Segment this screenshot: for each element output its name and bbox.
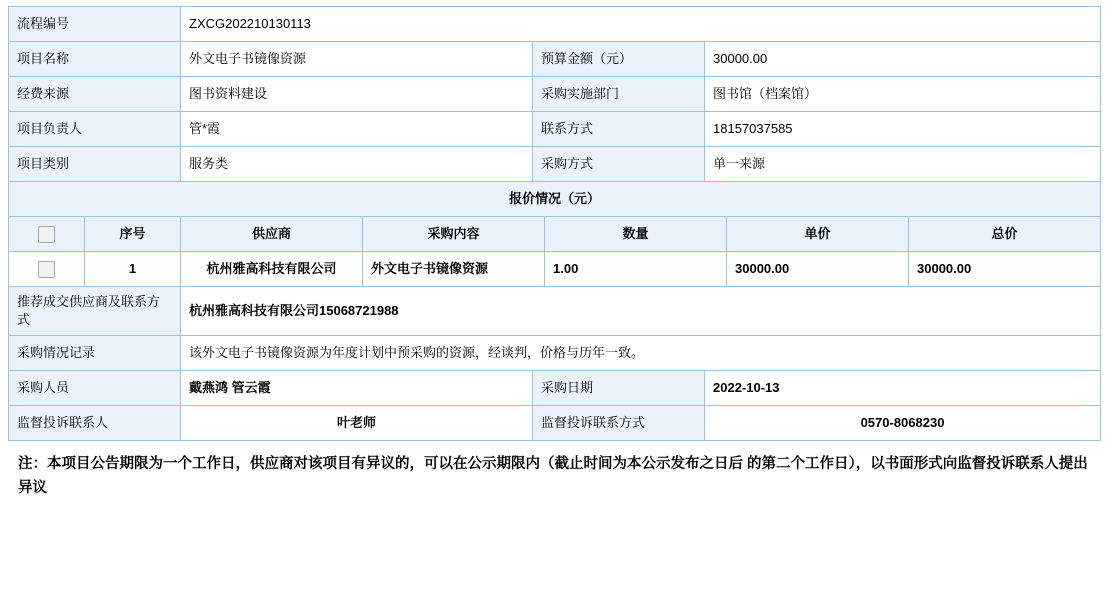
field-label-budget: 预算金额（元） (533, 42, 705, 77)
table-row (9, 406, 1101, 441)
table-row (9, 287, 1101, 336)
field-label-purchase-method: 采购方式 (533, 147, 705, 182)
field-value-project-name: 外文电子书镜像资源 (181, 42, 533, 77)
table-row (9, 336, 1101, 371)
table-row (9, 252, 1101, 287)
field-label-recommended-supplier: 推荐成交供应商及联系方式 (9, 287, 181, 336)
field-value-department: 图书馆（档案馆） (705, 77, 1101, 112)
field-value-contact: 18157037585 (705, 112, 1101, 147)
announcement-note: 注：本项目公告期限为一个工作日，供应商对该项目有异议的，可以在公示期限内（截止时间为本公示发布之日后 的第二个工作日），以书面形式向监督投诉联系人提出异议 (18, 456, 1088, 497)
field-label-purchase-date: 采购日期 (533, 371, 705, 406)
column-header-supplier: 供应商 (181, 217, 363, 252)
table-row (9, 7, 1101, 42)
purchase-info-table (8, 6, 1101, 217)
field-value-purchase-record: 该外文电子书镜像资源为年度计划中预采购的资源，经谈判，价格与历年一致。 (181, 336, 1101, 371)
select-all-checkbox-icon[interactable] (38, 226, 55, 243)
field-value-purchase-date: 2022-10-13 (705, 371, 1101, 406)
cell-total-price: 30000.00 (909, 252, 1101, 287)
field-label-project-type: 项目类别 (9, 147, 181, 182)
field-value-purchase-method: 单一来源 (705, 147, 1101, 182)
field-label-purchaser: 采购人员 (9, 371, 181, 406)
cell-unit-price: 30000.00 (727, 252, 909, 287)
field-label-supervisor-phone: 监督投诉联系方式 (533, 406, 705, 441)
quote-table (8, 216, 1101, 287)
table-row (9, 77, 1101, 112)
field-value-project-type: 服务类 (181, 147, 533, 182)
field-value-supervisor-contact: 叶老师 (181, 406, 533, 441)
table-row (9, 42, 1101, 77)
purchase-summary-table (8, 286, 1101, 441)
section-title-quotes: 报价情况（元） (9, 182, 1101, 217)
column-header-content: 采购内容 (363, 217, 545, 252)
cell-quantity: 1.00 (545, 252, 727, 287)
row-select-cell[interactable] (9, 252, 85, 287)
field-label-supervisor-contact: 监督投诉联系人 (9, 406, 181, 441)
field-value-purchaser: 戴燕鸿 管云霞 (181, 371, 533, 406)
field-value-budget: 30000.00 (705, 42, 1101, 77)
cell-supplier: 杭州雅高科技有限公司 (181, 252, 363, 287)
column-header-index: 序号 (85, 217, 181, 252)
cell-content: 外文电子书镜像资源 (363, 252, 545, 287)
row-checkbox-icon[interactable] (38, 261, 55, 278)
quote-table-header-row (9, 217, 1101, 252)
field-value-process-no: ZXCG202210130113 (181, 7, 1101, 42)
field-label-fund-source: 经费来源 (9, 77, 181, 112)
table-row (9, 182, 1101, 217)
field-label-department: 采购实施部门 (533, 77, 705, 112)
field-label-project-owner: 项目负责人 (9, 112, 181, 147)
select-all-cell[interactable] (9, 217, 85, 252)
field-value-project-owner: 管*霞 (181, 112, 533, 147)
field-label-purchase-record: 采购情况记录 (9, 336, 181, 371)
column-header-unit-price: 单价 (727, 217, 909, 252)
table-row (9, 147, 1101, 182)
cell-index: 1 (85, 252, 181, 287)
field-value-fund-source: 图书资料建设 (181, 77, 533, 112)
field-value-recommended-supplier: 杭州雅高科技有限公司15068721988 (181, 287, 1101, 336)
field-label-process-no: 流程编号 (9, 7, 181, 42)
field-label-contact: 联系方式 (533, 112, 705, 147)
field-value-supervisor-phone: 0570-8068230 (705, 406, 1101, 441)
table-row (9, 112, 1101, 147)
field-label-project-name: 项目名称 (9, 42, 181, 77)
column-header-quantity: 数量 (545, 217, 727, 252)
column-header-total-price: 总价 (909, 217, 1101, 252)
table-row (9, 371, 1101, 406)
